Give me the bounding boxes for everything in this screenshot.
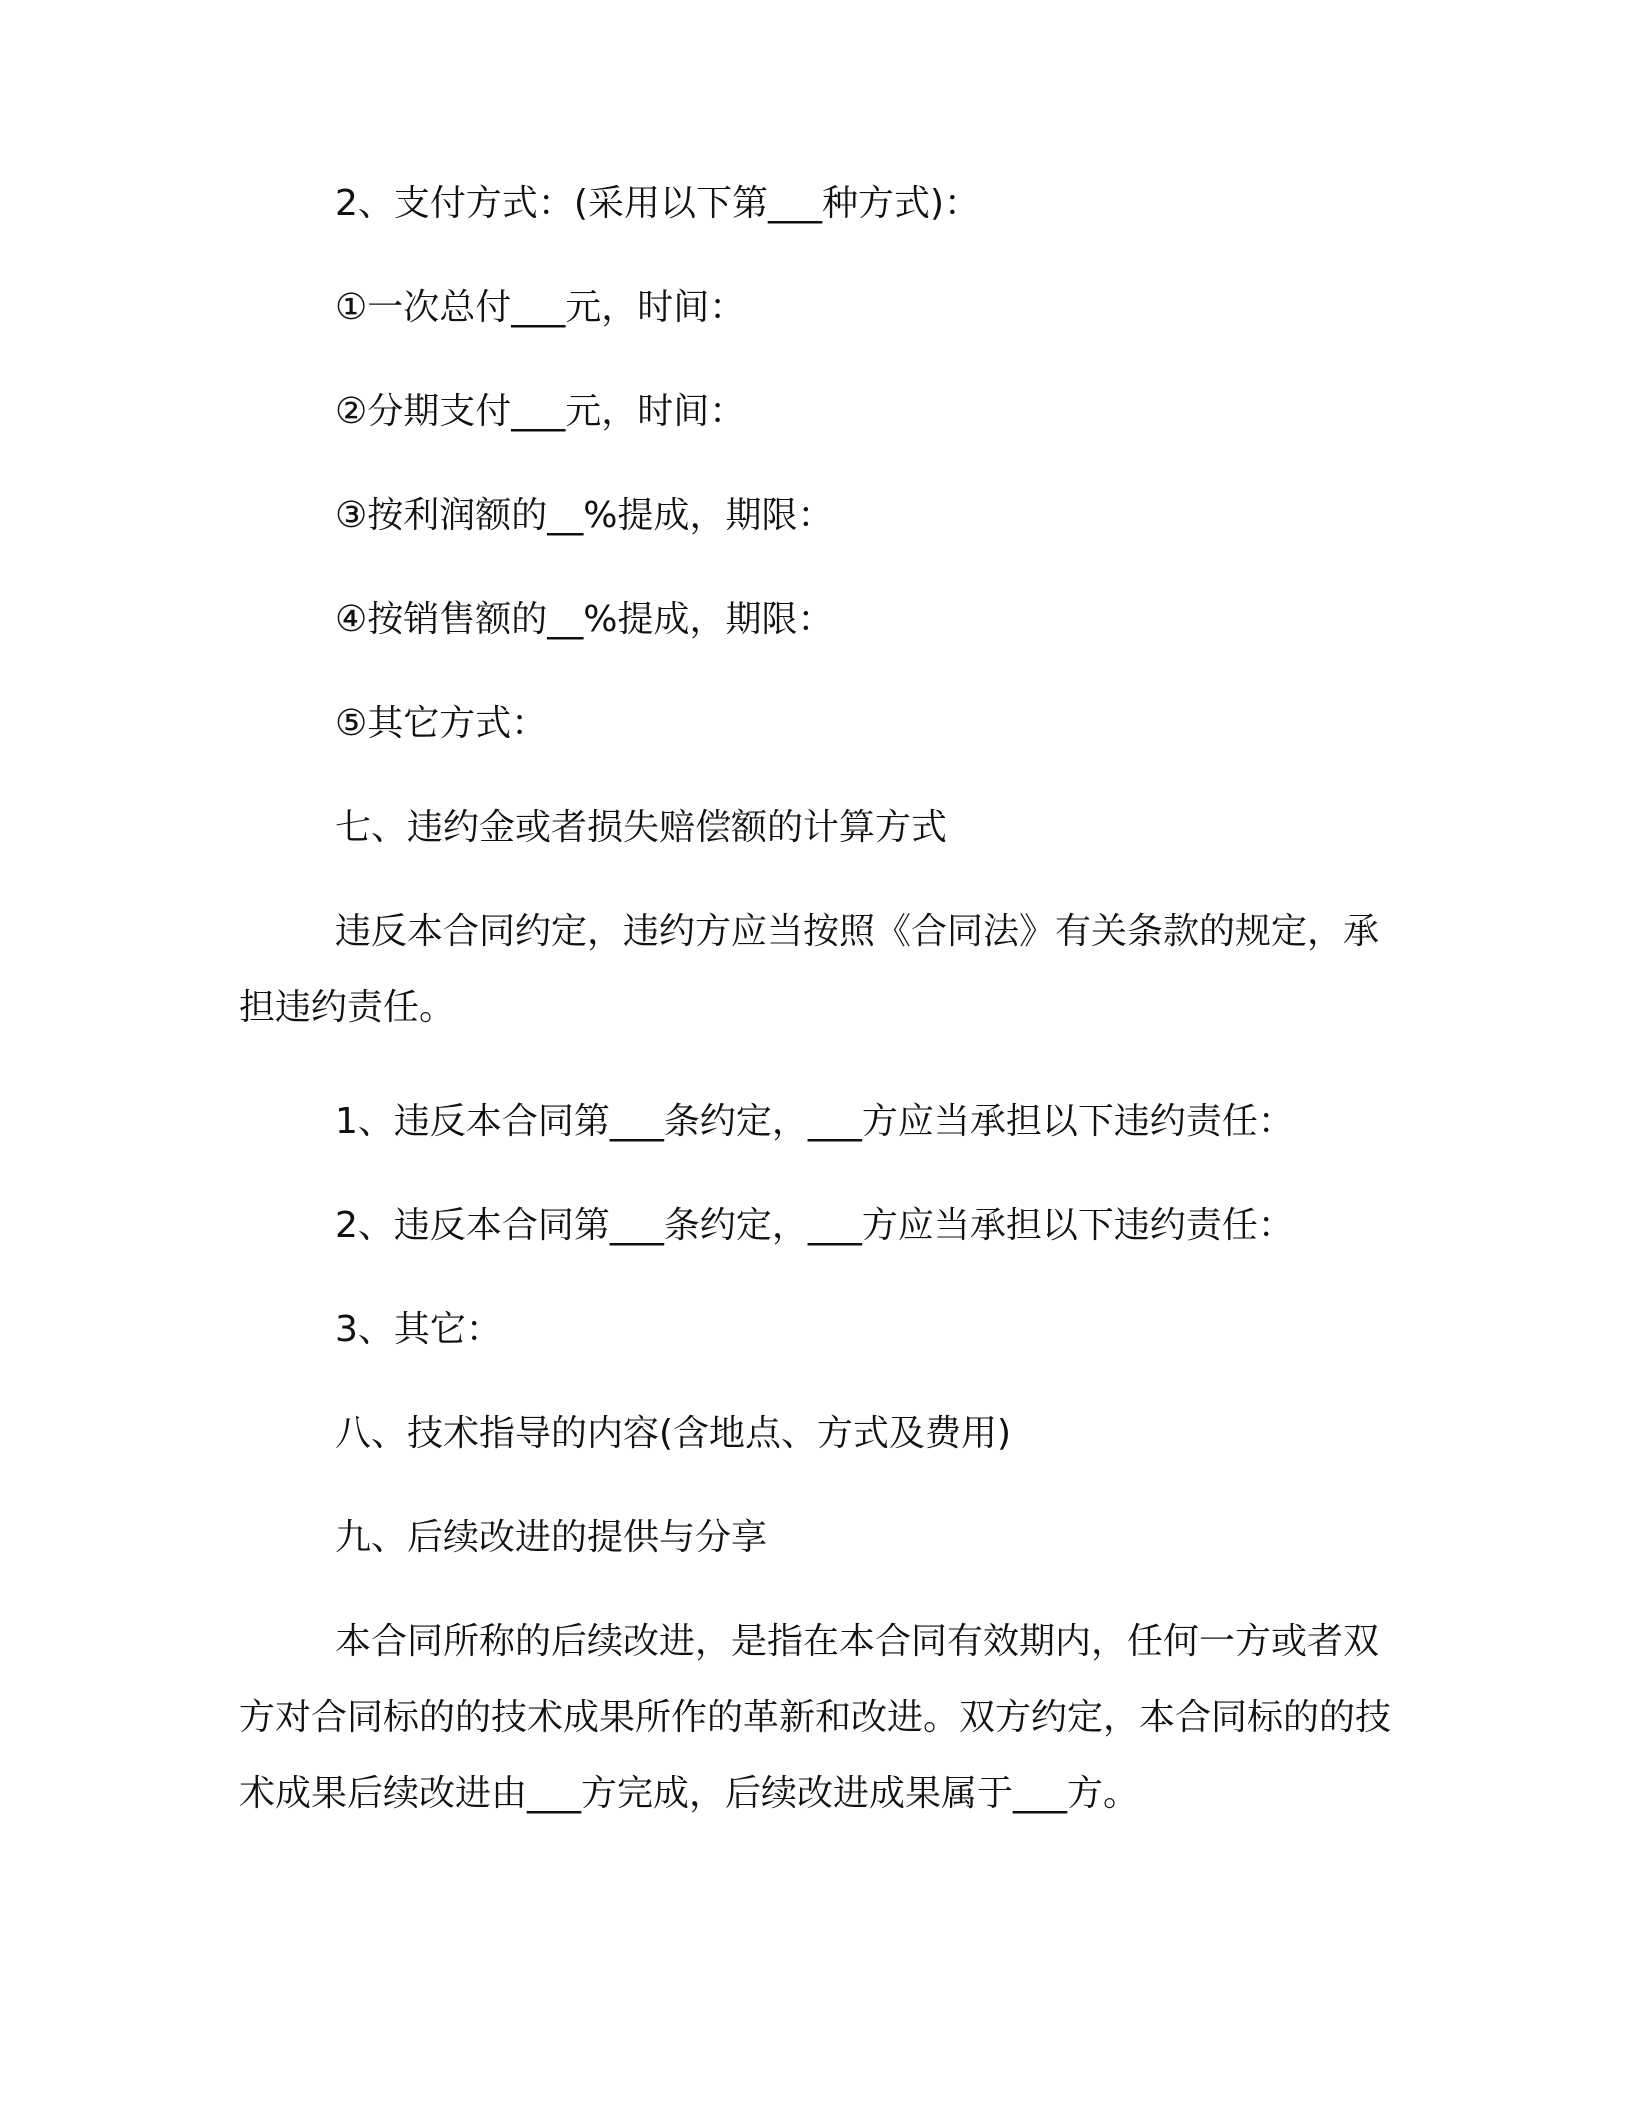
breach-item-1: 1、违反本合同第___条约定，___方应当承担以下违约责任： [335,1101,1294,1142]
section-7-heading: 七、违约金或者损失赔偿额的计算方式 [335,807,948,848]
payment-option-5: ⑤其它方式： [335,703,548,744]
breach-item-3: 3、其它： [335,1309,502,1350]
payment-method-heading: 2、支付方式：(采用以下第___种方式)： [335,183,980,224]
section-9-heading: 九、后续改进的提供与分享 [335,1517,768,1558]
payment-option-3: ③按利润额的__%提成，期限： [335,495,834,536]
document-body [239,184,1399,1896]
section-8-heading: 八、技术指导的内容(含地点、方式及费用) [335,1413,1012,1454]
section-9-paragraph: 本合同所称的后续改进，是指在本合同有效期内，任何一方或者双方对合同标的的技术成果所作的革新和改进。双方约定，本合同标的的技术成果后续改进由___方完成，后续改进成果属于___方。 [239,1621,1392,1814]
payment-option-4: ④按销售额的__%提成，期限： [335,599,834,640]
breach-item-2: 2、违反本合同第___条约定，___方应当承担以下违约责任： [335,1205,1294,1246]
payment-option-1: ①一次总付___元，时间： [335,287,746,328]
payment-option-2: ②分期支付___元，时间： [335,391,746,432]
section-7-paragraph: 违反本合同约定，违约方应当按照《合同法》有关条款的规定，承担违约责任。 [239,911,1380,1028]
